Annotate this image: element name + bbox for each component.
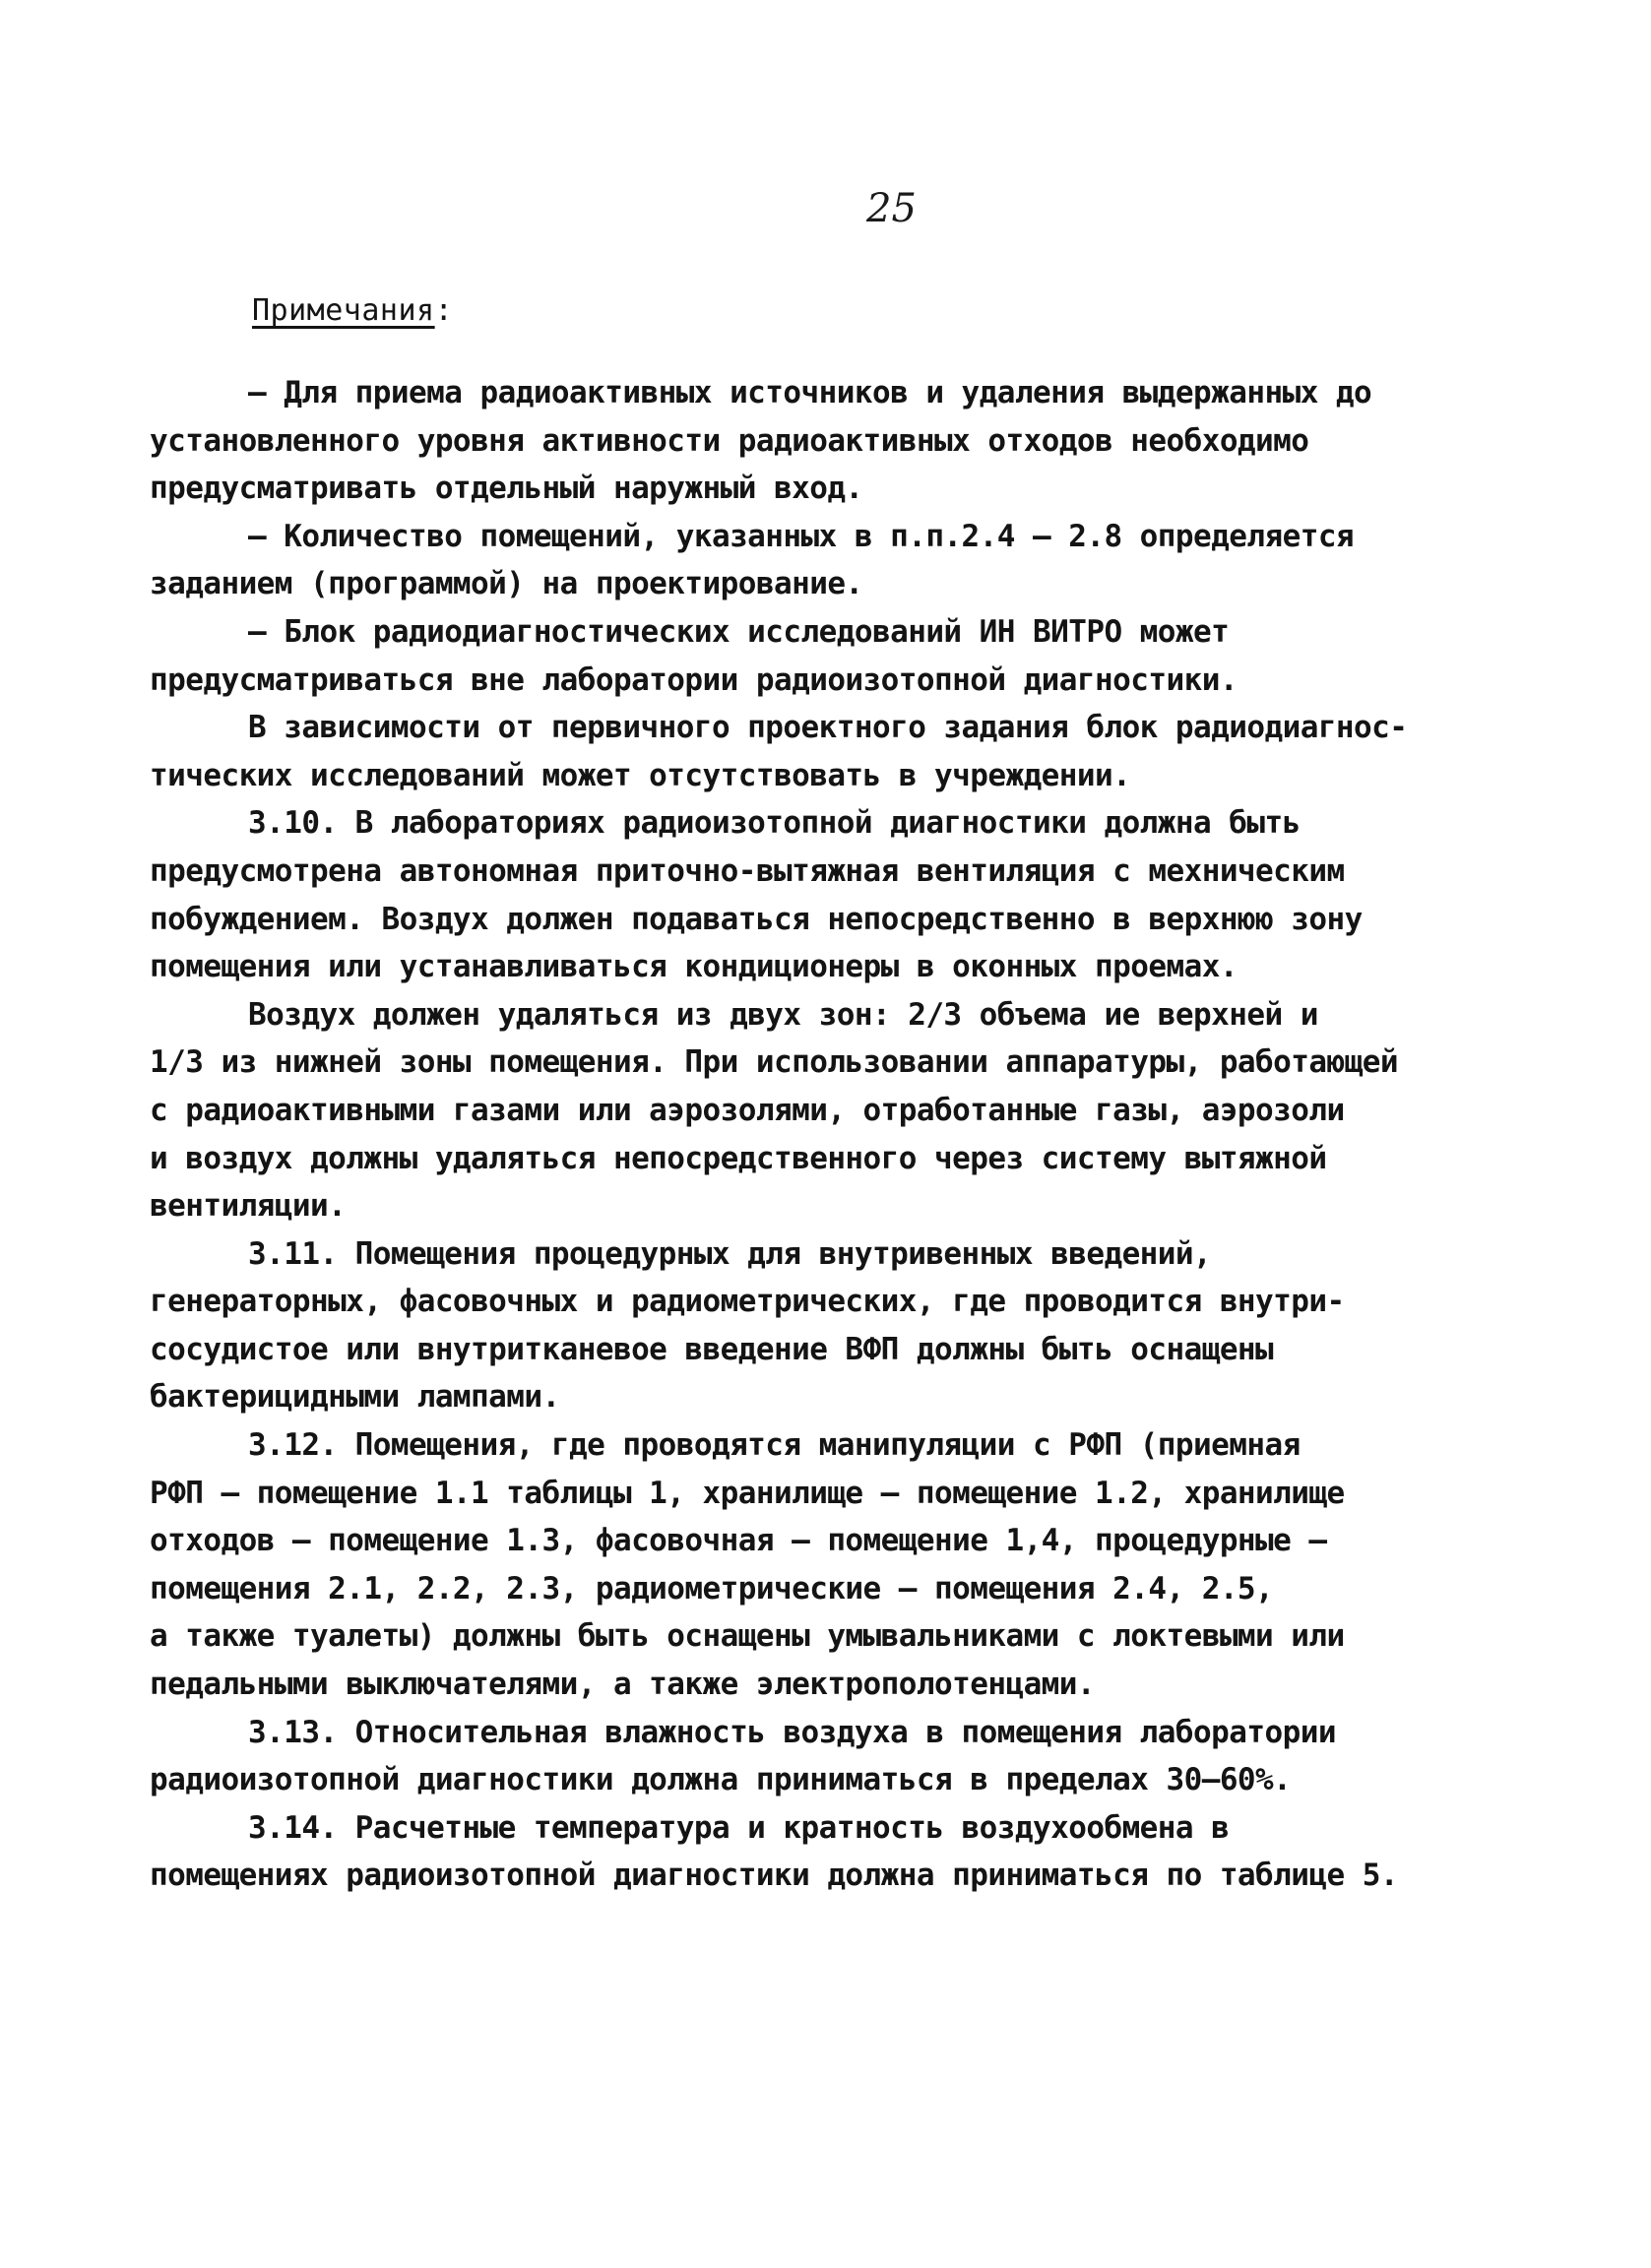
text-line: 3.11. Помещения процедурных для внутривенных введений, <box>248 1235 1212 1272</box>
text-line: 1/3 из нижней зоны помещения. При использовании аппаратуры, работающей <box>150 1044 1398 1081</box>
clause-3-13 <box>150 1709 1523 1804</box>
text-line: бактерицидными лампами. <box>150 1379 560 1416</box>
notes-heading <box>252 291 453 331</box>
note-paragraph-in-vitro-block <box>150 608 1523 704</box>
clause-3-10 <box>150 799 1523 990</box>
clause-3-12 <box>150 1421 1523 1709</box>
note-paragraph-source-entrance <box>150 369 1523 513</box>
text-line: – Для приема радиоактивных источников и удаления выдержанных до <box>248 375 1372 410</box>
text-line: 3.12. Помещения, где проводятся манипуляции с РФП (приемная <box>248 1427 1301 1464</box>
text-line: а также туалеты) должны быть оснащены умывальниками с локтевыми или <box>150 1618 1345 1655</box>
clause-3-10-air-removal <box>150 991 1523 1230</box>
note-paragraph-block-absence <box>150 704 1523 799</box>
page-number: 25 <box>866 186 917 231</box>
text-line: – Блок радиодиагностических исследований ИН ВИТРО может <box>248 613 1230 650</box>
text-line: тических исследований может отсутствовать в учреждении. <box>150 757 1131 793</box>
clause-3-11 <box>150 1230 1523 1421</box>
text-line: предусматривать отдельный наружный вход. <box>150 471 863 507</box>
text-line: помещениях радиоизотопной диагностики должна приниматься по таблице 5. <box>150 1858 1398 1894</box>
text-line: Воздух должен удаляться из двух зон: 2/3 объема ие верхней и <box>248 996 1318 1033</box>
text-line: побуждением. Воздух должен подаваться непосредственно в верхнюю зону <box>150 901 1363 937</box>
text-line: с радиоактивными газами или аэрозолями, отработанные газы, аэрозоли <box>150 1092 1345 1128</box>
text-line: – Количество помещений, указанных в п.п.2.4 – 2.8 определяется <box>248 518 1355 554</box>
text-line: предусматриваться вне лаборатории радиоизотопной диагностики. <box>150 662 1238 698</box>
text-line: радиоизотопной диагностики должна приниматься в пределах 30–60%. <box>150 1762 1292 1798</box>
text-line: предусмотрена автономная приточно-вытяжная вентиляция с мехническим <box>150 852 1345 889</box>
text-line: В зависимости от первичного проектного задания блок радиодиагнос- <box>248 710 1408 746</box>
text-line: 3.10. В лабораториях радиоизотопной диагностики должна быть <box>248 805 1301 842</box>
text-line: сосудистое или внутритканевое введение ВФП должны быть оснащены <box>150 1331 1274 1367</box>
text-line: заданием (программой) на проектирование. <box>150 566 863 602</box>
text-line: помещения 2.1, 2.2, 2.3, радиометрические – помещения 2.4, 2.5, <box>150 1570 1274 1606</box>
text-line: помещения или устанавливаться кондиционеры в оконных проемах. <box>150 949 1238 985</box>
note-paragraph-room-count <box>150 513 1523 608</box>
clause-3-14 <box>150 1804 1523 1900</box>
text-line: вентиляции. <box>150 1188 347 1225</box>
text-line: РФП – помещение 1.1 таблицы 1, хранилище – помещение 1.2, хранилище <box>150 1475 1345 1511</box>
text-line: педальными выключателями, а также электрополотенцами. <box>150 1667 1096 1703</box>
body-text <box>150 369 1523 1900</box>
text-line: установленного уровня активности радиоактивных отходов необходимо <box>150 422 1309 459</box>
text-line: и воздух должны удаляться непосредственного через систему вытяжной <box>150 1140 1327 1176</box>
notes-heading-colon: : <box>434 293 454 328</box>
notes-heading-label: Примечания <box>252 293 435 328</box>
text-line: отходов – помещение 1.3, фасовочная – помещение 1,4, процедурные – <box>150 1523 1327 1559</box>
text-line: генераторных, фасовочных и радиометрических, где проводится внутри- <box>150 1284 1345 1320</box>
text-line: 3.14. Расчетные температура и кратность воздухообмена в <box>248 1809 1230 1846</box>
text-line: 3.13. Относительная влажность воздуха в помещения лаборатории <box>248 1714 1336 1750</box>
